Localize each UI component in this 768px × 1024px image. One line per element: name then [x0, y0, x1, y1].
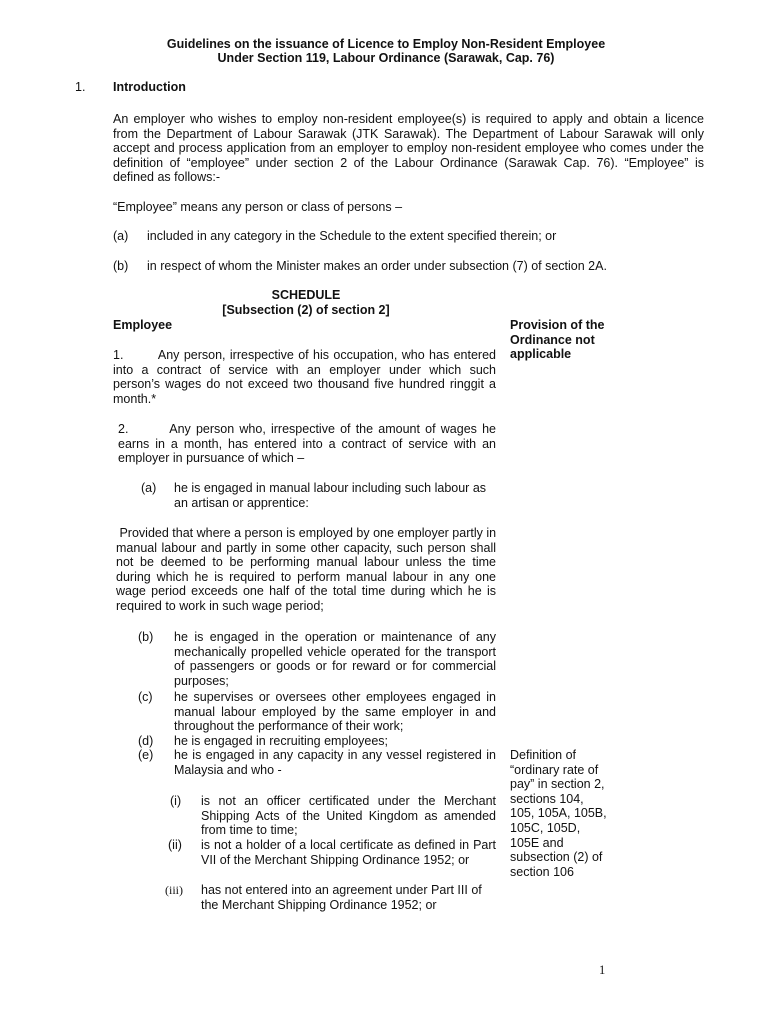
column-header-employee: Employee [113, 318, 173, 332]
schedule-item-1-line: into a contract of service with an employer under which such [113, 362, 496, 377]
sub-item-a-line: he is engaged in manual labour including such labour as [174, 481, 487, 495]
schedule-item-2-line: 2. Any person who, irrespective of the amount of wages he [118, 422, 496, 436]
intro-line: from the Department of Labour Sarawak (JTK Sarawak). The Department of Labour Sarawak will only [113, 126, 704, 141]
sub-item-d-label: (d) [138, 734, 154, 748]
sub-item-iii-label: (iii) [165, 883, 183, 897]
schedule-item-1-line: person’s wages do not exceed two thousand five hundred ringgit a [113, 377, 496, 392]
column-header-provision-line: applicable [510, 347, 572, 362]
definition-item-a-label: (a) [113, 229, 129, 243]
sub-item-i-line: is not an officer certificated under the Merchant [201, 794, 496, 808]
page-number: 1 [599, 963, 606, 977]
provision-e-line: 105E and [510, 835, 564, 850]
proviso-line: during which he is required to perform manual labour in any one [116, 569, 496, 584]
sub-item-e-text [174, 748, 496, 777]
sub-item-b-label: (b) [138, 630, 154, 644]
section-heading: Introduction [113, 80, 186, 94]
sub-item-c-text [174, 690, 496, 734]
sub-item-b-line: he is engaged in the operation or maintenance of any [174, 630, 496, 644]
intro-line: definition of “employee” under section 2 of the Labour Ordinance (Sarawak Cap. 76). “Employee” is [113, 155, 704, 170]
provision-e-line: “ordinary rate of [510, 762, 599, 777]
sub-item-ii-line: VII of the Merchant Shipping Ordinance 1952; or [201, 852, 470, 867]
sub-item-b-line: mechanically propelled vehicle operated for the transport [174, 644, 496, 659]
intro-line: defined as follows:- [113, 170, 221, 185]
sub-item-e-line: Malaysia and who - [174, 762, 282, 777]
employee-definition: “Employee” means any person or class of persons – [113, 200, 403, 214]
column-header-provision-line: Provision of the [510, 318, 605, 332]
sub-item-ii-text [201, 838, 496, 867]
intro-line: An employer who wishes to employ non-resident employee(s) is required to apply and obtain a licence [113, 112, 704, 126]
provision-e-text [510, 748, 620, 879]
sub-item-b-text [174, 630, 496, 688]
sub-item-iii-line: the Merchant Shipping Ordinance 1952; or [201, 897, 437, 912]
proviso-paragraph [116, 526, 496, 614]
proviso-line: Provided that where a person is employed by one employer partly in [116, 526, 497, 540]
section-number: 1. [75, 80, 86, 94]
provision-e-line: 105C, 105D, [510, 820, 581, 835]
document-title-line-2: Under Section 119, Labour Ordinance (Sarawak, Cap. 76) [217, 51, 555, 65]
sub-item-iii-line: has not entered into an agreement under Part III of [201, 883, 482, 897]
sub-item-ii-label: (ii) [168, 838, 182, 852]
proviso-line: wage period exceeds one half of the total time during which he is [116, 584, 496, 599]
proviso-line: required to work in such wage period; [116, 598, 324, 613]
provision-e-line: 105, 105A, 105B, [510, 806, 607, 821]
schedule-item-2-line: earns in a month, has entered into a contract of service with an [118, 436, 496, 451]
sub-item-e-line: he is engaged in any capacity in any vessel registered in [174, 748, 496, 762]
sub-item-c-line: manual labour employed by the same employer in and [174, 704, 496, 719]
schedule-item-2-line: employer in pursuance of which – [118, 451, 305, 466]
provision-e-line: sections 104, [510, 791, 584, 806]
schedule-item-1-line: month.* [113, 391, 157, 406]
provision-e-line: pay” in section 2, [510, 777, 605, 792]
sub-item-i-line: from time to time; [201, 823, 298, 838]
sub-item-c-label: (c) [138, 690, 153, 704]
schedule-title: SCHEDULE [271, 288, 341, 302]
sub-item-i-line: Shipping Acts of the United Kingdom as amended [201, 808, 496, 823]
definition-item-a-text: included in any category in the Schedule to the extent specified therein; or [147, 229, 557, 243]
sub-item-i-label: (i) [170, 794, 182, 808]
sub-item-iii-text [201, 883, 496, 912]
definition-item-b-label: (b) [113, 259, 129, 273]
provision-e-line: section 106 [510, 864, 574, 879]
column-header-provision [510, 318, 604, 362]
sub-item-d-text: he is engaged in recruiting employees; [174, 734, 389, 748]
sub-item-e-label: (e) [138, 748, 154, 762]
sub-item-ii-line: is not a holder of a local certificate as defined in Part [201, 838, 496, 852]
sub-item-i-text [201, 794, 496, 838]
sub-item-b-line: purposes; [174, 673, 229, 688]
sub-item-a-text [174, 481, 496, 510]
schedule-item-1-line: 1. Any person, irrespective of his occupation, who has entered [113, 348, 496, 362]
column-header-provision-line: Ordinance not [510, 332, 595, 347]
sub-item-c-line: throughout the performance of their work; [174, 719, 404, 734]
provision-e-line: subsection (2) of [510, 850, 603, 865]
definition-item-b-text: in respect of whom the Minister makes an order under subsection (7) of section 2A. [147, 259, 607, 273]
intro-line: accept and process application from an employer to employ non-resident employee who comes under the [113, 141, 704, 156]
schedule-item-1 [113, 348, 496, 406]
intro-paragraph [113, 112, 704, 185]
schedule-item-2 [118, 422, 496, 466]
provision-e-line: Definition of [510, 748, 577, 762]
sub-item-c-line: he supervises or oversees other employees engaged in [174, 690, 496, 704]
schedule-subtitle: [Subsection (2) of section 2] [222, 303, 390, 317]
sub-item-a-label: (a) [141, 481, 157, 495]
sub-item-a-line: an artisan or apprentice: [174, 495, 309, 510]
sub-item-b-line: of passengers or goods or for reward or for commercial [174, 659, 496, 674]
document-title-line-1: Guidelines on the issuance of Licence to Employ Non-Resident Employee [166, 37, 606, 51]
proviso-line: not be deemed to be performing manual labour unless the time [116, 555, 496, 570]
proviso-line: manual labour and partly in some other capacity, such person shall [116, 540, 496, 555]
